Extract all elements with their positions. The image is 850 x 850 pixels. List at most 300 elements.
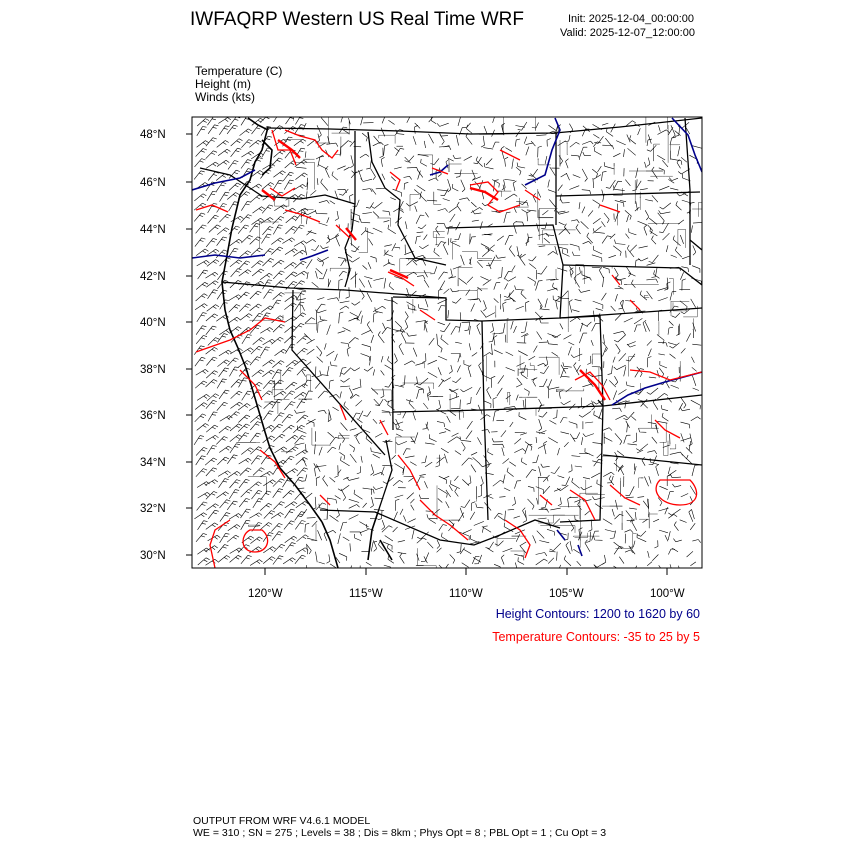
- wind-barb: [678, 146, 680, 156]
- wind-barb: [293, 184, 306, 190]
- wind-barb: [315, 466, 319, 476]
- wind-barb: [283, 172, 293, 181]
- wind-barb: [631, 416, 636, 420]
- wind-barb: [487, 548, 493, 552]
- wind-barb: [239, 498, 250, 507]
- wind-barb: [437, 334, 438, 344]
- wind-barb: [325, 166, 329, 178]
- wind-barb: [351, 213, 359, 220]
- wind-barb: [579, 289, 590, 292]
- county-line: [449, 160, 462, 172]
- wind-barb: [338, 331, 346, 334]
- wind-barb: [219, 390, 229, 399]
- wind-barb: [581, 221, 589, 228]
- wind-barb: [195, 304, 207, 310]
- wind-barb: [437, 345, 442, 353]
- wind-barb: [687, 551, 693, 557]
- wind-barb: [297, 468, 308, 476]
- wind-barb: [659, 565, 665, 576]
- wind-barb: [475, 181, 481, 188]
- wind-barb: [647, 145, 656, 151]
- wind-barb: [666, 245, 668, 252]
- wind-barb: [383, 211, 391, 216]
- wind-barb: [230, 239, 242, 245]
- wind-barb: [668, 531, 670, 540]
- field-height: Height (m): [195, 77, 252, 91]
- wind-barb: [578, 501, 582, 509]
- wind-barb: [463, 530, 472, 534]
- wind-barb: [533, 535, 536, 543]
- wind-barb: [327, 447, 336, 453]
- county-line: [692, 209, 707, 242]
- wind-barb: [197, 260, 210, 266]
- wind-barb: [674, 522, 678, 531]
- wind-barb: [405, 320, 408, 330]
- wind-barb: [311, 245, 319, 250]
- county-line: [539, 210, 553, 220]
- wind-barb: [548, 379, 552, 388]
- wind-barb: [446, 502, 450, 509]
- wind-barb: [196, 456, 206, 465]
- wind-barb: [614, 542, 622, 548]
- wind-barb: [206, 559, 218, 565]
- wind-barb: [275, 349, 287, 355]
- wind-barb: [527, 210, 536, 211]
- wind-barb: [644, 477, 648, 487]
- wind-barb: [335, 465, 339, 477]
- wind-barb: [518, 557, 524, 564]
- wind-barb: [285, 543, 295, 552]
- wind-barb: [626, 354, 635, 361]
- wind-barb: [323, 476, 328, 487]
- county-line: [649, 499, 658, 517]
- wind-barb: [384, 145, 389, 156]
- wind-barb: [539, 379, 547, 387]
- wind-barb: [422, 353, 426, 362]
- wind-barb: [573, 175, 581, 178]
- wind-barb: [294, 139, 306, 146]
- wind-barb: [327, 366, 329, 376]
- wind-barb: [319, 223, 328, 226]
- wind-barb: [239, 458, 252, 464]
- wind-barb: [382, 411, 391, 416]
- wind-barb: [464, 156, 472, 160]
- wind-barb: [501, 555, 504, 565]
- wind-barb: [249, 405, 262, 411]
- wind-barb: [591, 340, 593, 346]
- wind-barb: [417, 185, 426, 191]
- wind-barb: [669, 564, 672, 573]
- wind-barb: [671, 255, 677, 258]
- wind-barb: [363, 488, 375, 493]
- wind-barb: [632, 179, 637, 191]
- wind-barb: [316, 271, 318, 279]
- wind-barb: [645, 200, 653, 202]
- wind-barb: [264, 290, 274, 299]
- wind-barb: [529, 169, 538, 176]
- county-line: [520, 356, 527, 377]
- wind-barb: [615, 277, 625, 280]
- wind-barb: [592, 496, 604, 499]
- wind-barb: [513, 221, 516, 233]
- wind-barb: [636, 168, 638, 178]
- wind-barb: [378, 331, 384, 343]
- wind-barb: [595, 504, 603, 509]
- wind-barb: [251, 248, 263, 256]
- wind-barb: [460, 508, 464, 518]
- temp-contour-oklahoma: [655, 420, 680, 438]
- wind-barb: [601, 221, 605, 227]
- wind-barb: [361, 354, 370, 361]
- wind-barb: [343, 327, 351, 331]
- wind-barb: [593, 200, 600, 209]
- wind-barb: [461, 255, 465, 265]
- wind-barb: [319, 269, 327, 279]
- wind-barb: [491, 344, 492, 355]
- wind-barb: [465, 322, 470, 330]
- wind-barb: [305, 318, 315, 324]
- wind-barb: [637, 534, 646, 542]
- wind-barb: [521, 290, 526, 299]
- wind-barb: [470, 237, 476, 244]
- wind-barb: [536, 553, 547, 556]
- wind-barb: [251, 456, 262, 465]
- wind-barb: [532, 455, 538, 463]
- wind-barb: [310, 190, 316, 195]
- wind-barb: [457, 202, 461, 211]
- wind-barb: [676, 201, 682, 210]
- wind-barb: [444, 289, 450, 294]
- wind-barb: [338, 485, 349, 491]
- wind-barb: [672, 548, 678, 552]
- wind-barb: [384, 278, 386, 288]
- wind-barb: [476, 503, 484, 508]
- wind-barb: [282, 368, 293, 376]
- wind-barb: [364, 367, 373, 371]
- wind-barb: [657, 288, 667, 291]
- wind-barb: [250, 195, 262, 202]
- wind-barb: [448, 310, 449, 318]
- wind-barb: [693, 323, 696, 332]
- wind-barb: [359, 279, 365, 288]
- wind-barb: [407, 113, 412, 123]
- wind-barb: [592, 169, 597, 177]
- wind-barb: [250, 422, 261, 430]
- wind-barb: [286, 447, 298, 454]
- wind-barb: [405, 312, 408, 320]
- wind-barb: [594, 147, 601, 155]
- county-line: [497, 539, 516, 547]
- wind-barb: [231, 148, 242, 157]
- wind-barb: [231, 216, 244, 222]
- wind-barb: [580, 147, 588, 157]
- wind-barb: [423, 403, 428, 409]
- wind-barb: [558, 185, 563, 191]
- wind-barb: [627, 424, 628, 432]
- wind-barb: [320, 316, 327, 321]
- wind-barb: [428, 372, 437, 377]
- wind-barb: [658, 213, 665, 225]
- wind-barb: [295, 443, 305, 445]
- border-co-ks: [560, 316, 603, 406]
- county-line: [539, 357, 559, 375]
- wind-barb: [451, 480, 460, 488]
- wind-barb: [598, 166, 602, 172]
- wind-barb: [218, 471, 231, 477]
- wind-barb: [570, 142, 580, 147]
- wind-barb: [504, 212, 511, 223]
- wind-barb: [637, 181, 642, 188]
- wind-barb: [350, 155, 353, 168]
- wind-barb: [544, 441, 547, 454]
- wind-barb: [561, 173, 567, 177]
- wind-barb: [516, 384, 522, 387]
- wind-barb: [273, 489, 283, 498]
- wind-barb: [441, 189, 449, 196]
- wind-barb: [305, 444, 306, 453]
- wind-barb: [262, 183, 274, 190]
- wind-barb: [238, 225, 249, 234]
- wind-barb: [593, 246, 602, 254]
- wind-barb: [394, 512, 398, 521]
- wind-barb: [206, 326, 217, 335]
- wind-barb: [657, 370, 659, 377]
- wind-barb: [274, 150, 286, 157]
- wind-barb: [315, 383, 320, 389]
- wind-barb: [625, 530, 634, 533]
- wind-barb: [340, 522, 347, 531]
- wind-barb: [317, 304, 326, 311]
- wind-barb: [205, 458, 217, 465]
- county-line: [698, 203, 719, 217]
- wind-barb: [486, 542, 494, 549]
- wind-barb: [368, 280, 371, 288]
- wind-barb: [505, 283, 508, 289]
- wind-barb: [273, 380, 284, 388]
- wind-barb: [283, 491, 295, 499]
- wind-barb: [350, 194, 354, 202]
- wind-barb: [197, 127, 207, 136]
- wind-barb: [654, 540, 658, 548]
- wind-barb: [579, 411, 591, 417]
- wind-barb: [681, 422, 690, 428]
- wind-barb: [439, 525, 447, 531]
- wind-barb: [632, 566, 637, 575]
- wind-barb: [349, 515, 359, 520]
- wind-barb: [487, 387, 492, 399]
- wind-barb: [548, 251, 557, 255]
- wind-barb: [521, 322, 527, 333]
- field-winds: Winds (kts): [195, 90, 255, 104]
- wind-barb: [250, 357, 261, 366]
- wind-barb: [536, 487, 544, 494]
- wind-barb: [366, 159, 371, 170]
- wind-barb: [602, 190, 604, 197]
- wind-barb: [374, 399, 380, 406]
- wind-barb: [525, 335, 529, 343]
- wind-barb: [515, 563, 518, 576]
- wind-barb: [646, 279, 657, 283]
- wind-barb: [438, 209, 448, 212]
- wind-barb: [656, 464, 659, 476]
- county-line: [567, 142, 568, 154]
- wind-barb: [624, 318, 633, 322]
- wind-barb: [411, 505, 414, 511]
- wind-barb: [273, 502, 284, 510]
- wind-barb: [458, 353, 461, 362]
- wind-barb: [227, 193, 239, 200]
- wind-barb: [467, 277, 473, 283]
- wind-barb: [295, 173, 307, 180]
- wind-barb: [572, 456, 581, 457]
- wind-barb: [339, 433, 344, 443]
- wind-barb: [673, 236, 681, 246]
- wind-barb: [238, 424, 250, 432]
- wind-barb: [618, 286, 623, 289]
- wind-barb: [692, 465, 699, 476]
- wind-barb: [561, 432, 570, 434]
- wind-barb: [668, 127, 673, 135]
- wind-barb: [344, 167, 350, 170]
- wind-barb: [652, 236, 657, 245]
- wind-barb: [604, 213, 609, 223]
- wind-barb: [488, 448, 493, 455]
- wind-barb: [692, 344, 701, 345]
- wind-barb: [574, 275, 580, 287]
- wind-barb: [327, 298, 339, 301]
- wind-barb: [452, 433, 459, 437]
- wind-barb: [260, 471, 273, 477]
- wind-barb: [399, 343, 404, 355]
- wind-barb: [249, 513, 262, 519]
- wind-barb: [367, 293, 372, 302]
- wind-barb: [417, 232, 424, 233]
- wind-barb: [349, 499, 359, 502]
- wind-barb: [548, 340, 558, 345]
- wind-barb: [316, 503, 326, 510]
- wind-barb: [443, 242, 448, 255]
- lat-label: 46°N: [140, 177, 166, 189]
- lat-label: 48°N: [140, 129, 166, 141]
- wind-barb: [297, 535, 309, 542]
- wind-barb: [242, 391, 252, 400]
- wind-barb: [339, 553, 347, 560]
- wind-barb: [307, 349, 315, 354]
- wind-barb: [218, 556, 230, 563]
- wind-barb: [649, 255, 659, 263]
- wind-barb: [273, 556, 283, 565]
- wind-barb: [229, 367, 239, 377]
- wind-barb: [341, 378, 350, 382]
- wind-barb: [441, 533, 447, 541]
- wind-barb: [613, 153, 620, 157]
- wind-barb: [330, 201, 335, 204]
- wind-barb: [383, 262, 390, 266]
- wind-barb: [645, 162, 647, 168]
- wind-barb: [518, 351, 528, 356]
- wind-barb: [425, 212, 428, 217]
- wind-barb: [504, 271, 513, 279]
- wind-barb: [337, 166, 345, 170]
- wind-barb: [583, 277, 592, 280]
- wind-barb: [262, 370, 274, 377]
- wind-barb: [462, 322, 470, 323]
- wind-barb: [329, 380, 334, 389]
- wind-barb: [197, 548, 209, 554]
- wind-barb: [593, 134, 599, 138]
- wind-barb: [676, 324, 680, 336]
- wind-barb: [250, 560, 262, 566]
- wind-barb: [327, 325, 331, 335]
- wind-barb: [404, 361, 415, 365]
- wind-barb: [349, 258, 360, 263]
- wind-barb: [581, 486, 592, 490]
- wind-barb: [250, 433, 260, 442]
- wind-barb: [194, 171, 205, 180]
- wind-barb: [439, 380, 444, 387]
- wind-barb: [681, 438, 691, 441]
- county-line: [339, 435, 350, 438]
- wind-barb: [297, 336, 309, 344]
- wind-barb: [633, 433, 637, 443]
- wind-barb: [410, 462, 416, 466]
- border-nd-sd: [556, 192, 700, 196]
- wind-barb: [457, 365, 460, 372]
- wind-barb: [481, 136, 485, 147]
- wind-barb: [217, 457, 229, 465]
- wind-barb: [448, 179, 451, 192]
- wind-barb: [602, 123, 608, 125]
- init-time: Init: 2025-12-04_00:00:00: [568, 13, 694, 25]
- wind-barb: [317, 357, 323, 363]
- wind-barb: [231, 139, 243, 146]
- wind-barb: [526, 470, 536, 478]
- wind-barb: [217, 290, 227, 299]
- wind-barb: [293, 250, 305, 256]
- wind-barb: [250, 223, 260, 232]
- wind-barb: [441, 378, 451, 382]
- wind-barb: [217, 160, 229, 166]
- wind-barb: [476, 387, 480, 395]
- wind-barb: [384, 565, 391, 567]
- wind-barb: [485, 245, 495, 250]
- wind-barb: [456, 135, 458, 146]
- wind-barb: [250, 482, 262, 489]
- wind-barb: [418, 225, 426, 229]
- wind-barb: [228, 525, 240, 531]
- wind-barb: [418, 154, 429, 156]
- wind-barb: [515, 139, 520, 147]
- wind-barb: [229, 514, 241, 520]
- wind-barb: [637, 531, 646, 536]
- wind-barb: [592, 323, 600, 331]
- wind-barb: [314, 444, 315, 454]
- wind-barb: [195, 403, 207, 410]
- wind-barb: [481, 310, 486, 317]
- wind-barb: [549, 420, 556, 424]
- wind-barb: [318, 391, 328, 398]
- county-line: [574, 536, 600, 537]
- wind-barb: [284, 402, 295, 410]
- wind-barb: [339, 271, 347, 276]
- wind-barb: [195, 414, 206, 422]
- wind-barb: [371, 202, 382, 208]
- county-line: [462, 252, 492, 259]
- wind-barb: [318, 410, 326, 413]
- wind-barb: [338, 533, 341, 544]
- county-line: [315, 118, 328, 144]
- wind-barb: [512, 266, 515, 271]
